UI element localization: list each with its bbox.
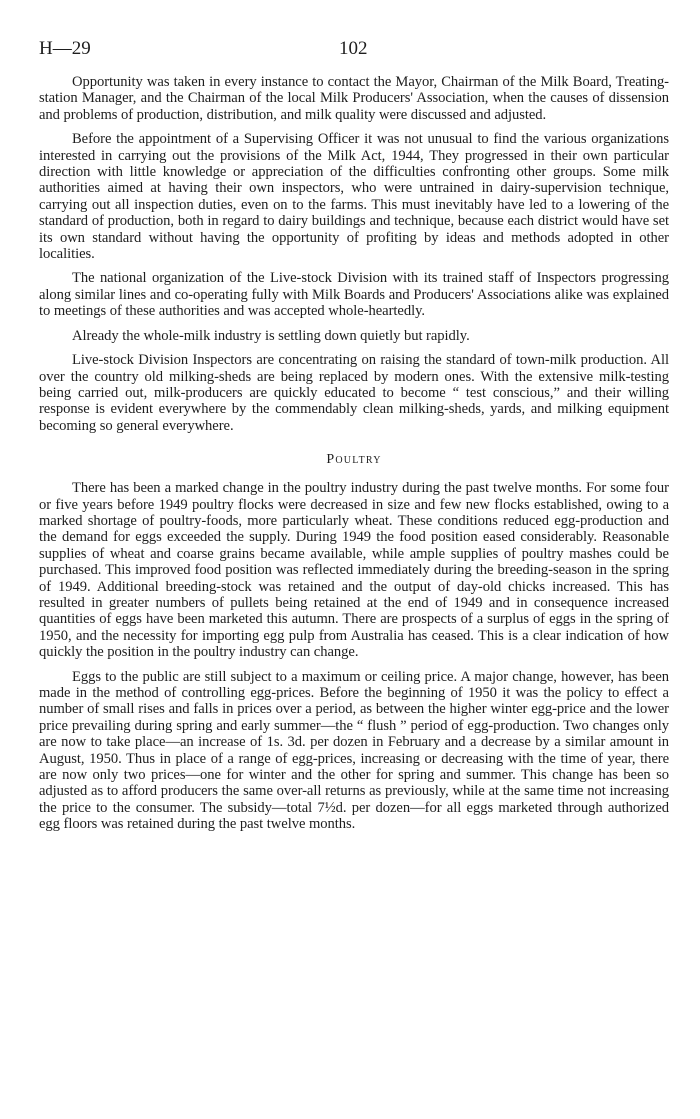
paragraph: There has been a marked change in the poultry industry during the past twelve months. For some four or five years before 1949 poultry flocks were decreased in size and few new flocks established, owing to a marked shortage of poultry-foods, more particularly wheat. These conditions reduced egg-production and the demand for eggs exceeded the supply. During 1949 the food position eased considerably. Reasonable supplies of wheat and coarse grains became available, while ample supplies of poultry mashes could be purchased. This improved food position was reflected immediately during the breeding-season in the spring of 1949. Additional breeding-stock was retained and the output of day-old chicks increased. This has resulted in greater numbers of pullets being retained at the end of 1949 and in consequence increased quantities of eggs have been marketed this autumn. There are prospects of a surplus of eggs in the spring of 1950, and the necessity for importing egg pulp from Australia has ceased. This is a clear indication of how quickly the position in the poultry industry can change. (39, 480, 669, 661)
paragraph: The national organization of the Live-stock Division with its trained staff of Inspectors progressing along similar lines and co-operating fully with Milk Boards and Producers' Associations alike was explained to meetings of these authorities and was accepted whole-heartedly. (39, 270, 669, 320)
report-reference: H—29 (39, 38, 91, 59)
paragraph: Eggs to the public are still subject to a maximum or ceiling price. A major change, however, has been made in the method of controlling egg-prices. Before the beginning of 1950 it was the policy to effect a number of small rises and falls in prices over a period, as between the higher winter egg-price and the lower price prevailing during spring and early summer—the “ flush ” period of egg-production. Two changes only are now to take place—an increase of 1s. 3d. per dozen in February and a decrease by a similar amount in August, 1950. Thus in place of a range of egg-prices, increasing or decreasing with the time of year, there are now only two prices—one for winter and the other for spring and summer. This change has been so adjusted as to afford producers the same over-all returns as previously, while at the same time not increasing the price to the consumer. The subsidy—total 7½d. per dozen—for all eggs marketed through authorized egg floors was retained during the past twelve months. (39, 668, 669, 833)
paragraph: Already the whole-milk industry is settling down quietly but rapidly. (72, 327, 470, 344)
section-heading-poultry: Poultry (326, 452, 382, 468)
paragraph: Before the appointment of a Supervising Officer it was not unusual to find the various organizations interested in carrying out the provisions of the Milk Act, 1944, They progressed in their own particular direction with little knowledge or appreciation of the difficulties confronting other groups. Some milk authorities aimed at having their own inspectors, who were untrained in dairy-supervision technique, carrying out all inspection duties, even on to the farms. This must inevitably have led to a lowering of the standard of production, both in regard to dairy buildings and technique, because each district would have set its own standard without having the opportunity of profiting by ideas and methods adopted in other localities. (39, 131, 669, 263)
page-number: 102 (339, 38, 368, 59)
page-header (39, 38, 669, 66)
paragraph: Opportunity was taken in every instance to contact the Mayor, Chairman of the Milk Board, Treating-station Manager, and the Chairman of the local Milk Producers' Association, when the causes of dissension and problems of production, distribution, and milk quality were discussed and adjusted. (39, 74, 669, 123)
document-page (39, 38, 669, 841)
paragraph: Live-stock Division Inspectors are concentrating on raising the standard of town-milk production. All over the country old milking-sheds are being replaced by modern ones. With the extensive milk-testing being carried out, milk-producers are quickly educated to become “ test conscious,” and their willing response is evident everywhere by the commendably clean milking-sheds, yards, and milking equipment becoming so general everywhere. (39, 352, 669, 434)
document-body (39, 74, 669, 833)
